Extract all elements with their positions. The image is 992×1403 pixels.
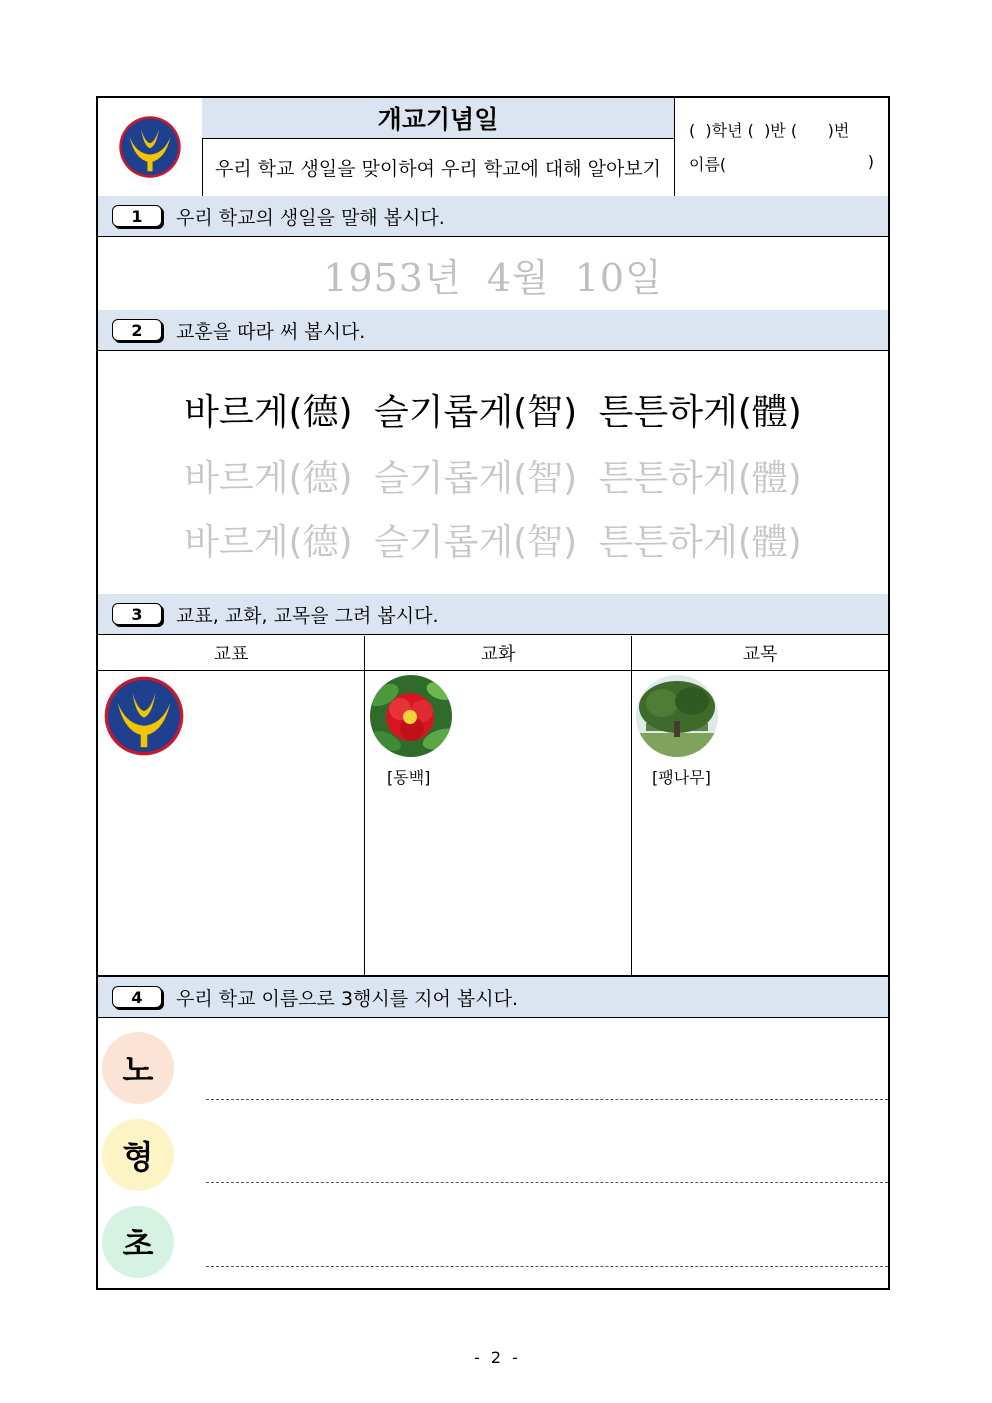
motto-trace-line[interactable]: 바르게(德) 슬기롭게(智) 튼튼하게(體) bbox=[184, 522, 802, 563]
worksheet-subtitle: 우리 학교 생일을 맞이하여 우리 학교에 대해 알아보기 bbox=[202, 139, 675, 196]
acrostic-writing-line[interactable] bbox=[206, 1266, 888, 1267]
flower-drawing-area[interactable] bbox=[365, 671, 631, 975]
column-header-tree: 교목 bbox=[742, 644, 778, 665]
tree-caption: [팽나무] bbox=[652, 768, 711, 787]
school-birthday: 1953년 4월 10일 bbox=[98, 238, 888, 312]
school-emblem-icon bbox=[118, 115, 182, 179]
motto-trace-line[interactable]: 바르게(德) 슬기롭게(智) 튼튼하게(體) bbox=[184, 458, 802, 499]
acrostic-letter: 초 bbox=[102, 1206, 174, 1278]
column-header-emblem: 교표 bbox=[213, 644, 249, 665]
section-number: 3 bbox=[112, 603, 162, 625]
acrostic-letter: 노 bbox=[102, 1032, 174, 1104]
section-number: 4 bbox=[112, 986, 162, 1008]
motto-example: 바르게(德) 슬기롭게(智) 튼튼하게(體) bbox=[184, 392, 802, 433]
emblem-drawing-area[interactable] bbox=[98, 671, 364, 975]
acrostic-writing-line[interactable] bbox=[206, 1182, 888, 1183]
section-1-header bbox=[98, 196, 888, 237]
section-number: 1 bbox=[112, 205, 162, 227]
section-2-header bbox=[98, 310, 888, 351]
flower-caption: [동백] bbox=[387, 768, 431, 787]
hackberry-tree-photo bbox=[636, 675, 718, 757]
section-label: 우리 학교 이름으로 3행시를 지어 봅시다. bbox=[176, 987, 518, 1010]
symbols-column-headers bbox=[98, 636, 888, 671]
section-number: 2 bbox=[112, 319, 162, 341]
section-3-header bbox=[98, 594, 888, 635]
acrostic-writing-line[interactable] bbox=[206, 1099, 888, 1100]
worksheet-header bbox=[98, 98, 888, 198]
tree-drawing-area[interactable] bbox=[632, 671, 888, 975]
section-label: 교표, 교화, 교목을 그려 봅시다. bbox=[176, 604, 439, 627]
student-info bbox=[675, 98, 888, 196]
worksheet bbox=[96, 96, 890, 1290]
section-label: 우리 학교의 생일을 말해 봅시다. bbox=[176, 206, 445, 229]
name-field[interactable]: 이름( bbox=[689, 155, 727, 174]
acrostic-letter: 형 bbox=[102, 1119, 174, 1191]
name-field-close: ) bbox=[867, 152, 874, 171]
page-number: - 2 - bbox=[474, 1348, 518, 1367]
worksheet-title: 개교기념일 bbox=[202, 98, 675, 139]
column-header-flower: 교화 bbox=[480, 644, 516, 665]
section-4-header bbox=[98, 977, 888, 1018]
motto-tracing-area bbox=[98, 352, 888, 596]
header-logo-cell bbox=[98, 98, 203, 196]
section-label: 교훈을 따라 써 봅시다. bbox=[176, 320, 366, 343]
class-number-field[interactable]: ( )학년 ( )반 ( )번 bbox=[689, 121, 850, 140]
school-emblem-icon bbox=[103, 675, 185, 757]
camellia-photo bbox=[370, 675, 452, 757]
